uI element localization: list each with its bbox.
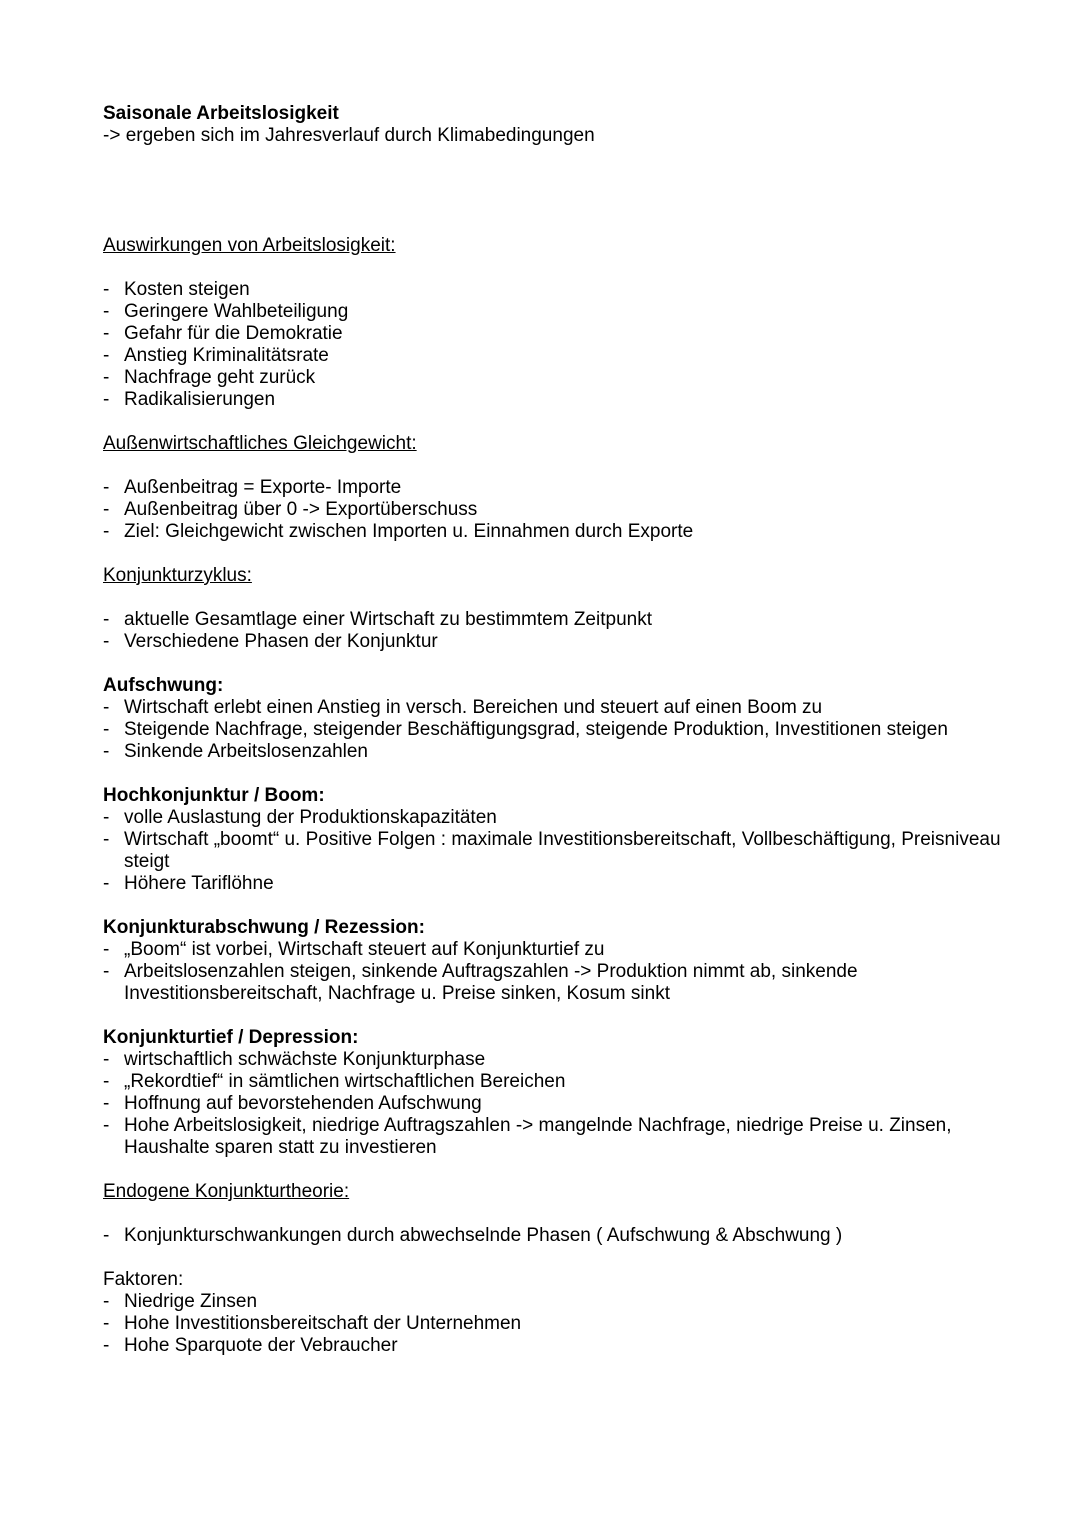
list-item: - Außenbeitrag = Exporte- Importe bbox=[103, 477, 402, 498]
list-item: - Hohe Sparquote der Vebraucher bbox=[103, 1335, 398, 1356]
bullet-list bbox=[103, 939, 1003, 1005]
section-heading: Konjunkturabschwung / Rezession: bbox=[103, 917, 425, 938]
list-item: - aktuelle Gesamtlage einer Wirtschaft zu bestimmtem Zeitpunkt bbox=[103, 609, 652, 630]
list-item: - Nachfrage geht zurück bbox=[103, 367, 316, 388]
list-item: - Verschiedene Phasen der Konjunktur bbox=[103, 631, 438, 652]
list-item: - Ziel: Gleichgewicht zwischen Importen u. Einnahmen durch Exporte bbox=[103, 521, 694, 542]
section-heading: Konjunkturzyklus: bbox=[103, 565, 252, 586]
section-faktoren bbox=[103, 1269, 1003, 1357]
bullet-list bbox=[103, 279, 1003, 411]
section-konjunkturabschwung bbox=[103, 917, 1003, 1005]
section-aussenwirtschaft bbox=[103, 433, 1003, 543]
bullet-list bbox=[103, 1049, 1003, 1159]
list-item: - Hohe Investitionsbereitschaft der Unternehmen bbox=[103, 1313, 522, 1334]
section-heading: Aufschwung: bbox=[103, 675, 224, 696]
section-heading: Konjunkturtief / Depression: bbox=[103, 1027, 359, 1048]
list-item: - Hohe Arbeitslosigkeit, niedrige Auftragszahlen -> mangelnde Nachfrage, niedrige Preise u. Zinsen, Haushalte sparen statt zu investieren bbox=[103, 1115, 952, 1158]
list-item: - Arbeitslosenzahlen steigen, sinkende Auftragszahlen -> Produktion nimmt ab, sinkende Investitionsbereitschaft, Nachfrage u. Preise sinken, Kosum sinkt bbox=[103, 961, 858, 1004]
list-item: - Geringere Wahlbeteiligung bbox=[103, 301, 349, 322]
list-item: - Kosten steigen bbox=[103, 279, 250, 300]
section-heading: Endogene Konjunkturtheorie: bbox=[103, 1181, 350, 1202]
section-heading: Hochkonjunktur / Boom: bbox=[103, 785, 325, 806]
section-saisonale-arbeitslosigkeit bbox=[103, 103, 1003, 147]
bullet-list bbox=[103, 1225, 1003, 1247]
list-item: - „Boom“ ist vorbei, Wirtschaft steuert auf Konjunkturtief zu bbox=[103, 939, 605, 960]
list-item: - Sinkende Arbeitslosenzahlen bbox=[103, 741, 369, 762]
bullet-list bbox=[103, 477, 1003, 543]
list-item: - Gefahr für die Demokratie bbox=[103, 323, 343, 344]
list-item: - Radikalisierungen bbox=[103, 389, 276, 410]
section-heading: Saisonale Arbeitslosigkeit bbox=[103, 103, 339, 124]
section-heading: Auswirkungen von Arbeitslosigkeit: bbox=[103, 235, 396, 256]
list-item: - Wirtschaft erlebt einen Anstieg in versch. Bereichen und steuert auf einen Boom zu bbox=[103, 697, 823, 718]
section-hochkonjunktur bbox=[103, 785, 1003, 895]
bullet-list bbox=[103, 609, 1003, 653]
list-item: - Höhere Tariflöhne bbox=[103, 873, 274, 894]
section-text: -> ergeben sich im Jahresverlauf durch Klimabedingungen bbox=[103, 125, 595, 146]
section-konjunkturzyklus bbox=[103, 565, 1003, 653]
bullet-list bbox=[103, 1291, 1003, 1357]
section-aufschwung bbox=[103, 675, 1003, 763]
section-heading: Außenwirtschaftliches Gleichgewicht: bbox=[103, 433, 417, 454]
list-item: - Außenbeitrag über 0 -> Exportüberschuss bbox=[103, 499, 478, 520]
document-page bbox=[103, 103, 1003, 1357]
section-konjunkturtief bbox=[103, 1027, 1003, 1159]
list-item: - Konjunkturschwankungen durch abwechselnde Phasen ( Aufschwung & Abschwung ) bbox=[103, 1225, 843, 1246]
list-item: - Hoffnung auf bevorstehenden Aufschwung bbox=[103, 1093, 482, 1114]
list-item: - „Rekordtief“ in sämtlichen wirtschaftlichen Bereichen bbox=[103, 1071, 566, 1092]
section-heading: Faktoren: bbox=[103, 1269, 184, 1290]
bullet-list bbox=[103, 807, 1003, 895]
bullet-list bbox=[103, 697, 1003, 763]
section-endogene-konjunkturtheorie bbox=[103, 1181, 1003, 1247]
list-item: - Niedrige Zinsen bbox=[103, 1291, 258, 1312]
list-item: - Steigende Nachfrage, steigender Beschäftigungsgrad, steigende Produktion, Investitionen steigen bbox=[103, 719, 948, 740]
section-auswirkungen bbox=[103, 235, 1003, 411]
list-item: - Anstieg Kriminalitätsrate bbox=[103, 345, 329, 366]
list-item: - Wirtschaft „boomt“ u. Positive Folgen : maximale Investitionsbereitschaft, Vollbeschäftigung, Preisniveau steigt bbox=[103, 829, 1001, 872]
list-item: - volle Auslastung der Produktionskapazitäten bbox=[103, 807, 497, 828]
list-item: - wirtschaftlich schwächste Konjunkturphase bbox=[103, 1049, 486, 1070]
